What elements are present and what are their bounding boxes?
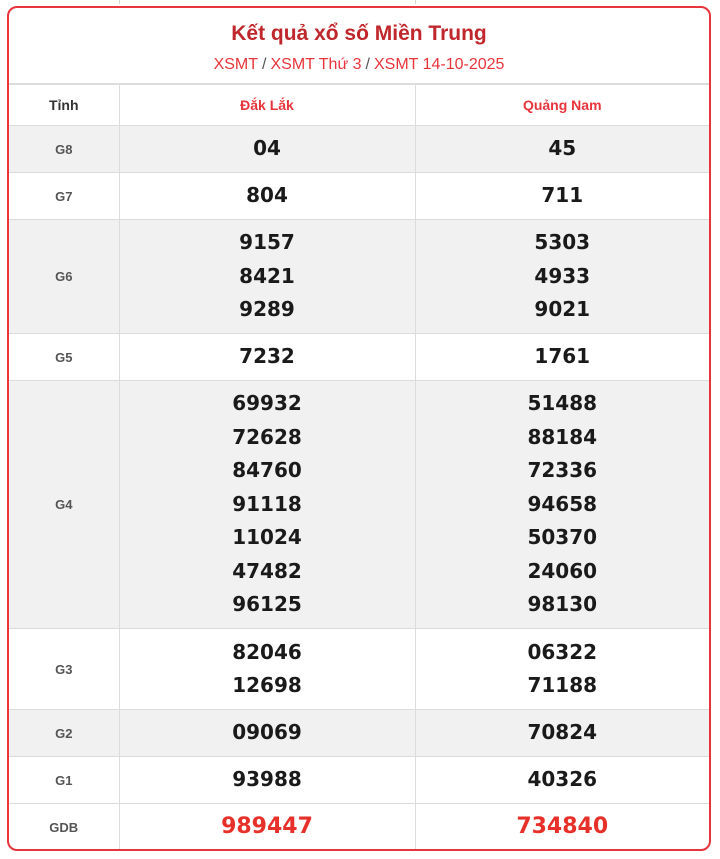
prize-number: 711 — [541, 183, 584, 208]
table-row — [9, 126, 709, 173]
prize-number: 8421 — [239, 263, 295, 288]
prize-numbers-cell — [415, 804, 709, 851]
prize-number: 9021 — [534, 297, 591, 322]
prize-numbers-cell — [415, 173, 709, 220]
prize-label: G1 — [9, 757, 119, 804]
prize-number: 04 — [253, 136, 281, 161]
province-link[interactable]: Đắk Lắk — [240, 97, 294, 113]
prize-number: 4933 — [534, 263, 591, 288]
prize-numbers-cell — [415, 757, 709, 804]
prize-number: 11024 — [232, 525, 302, 550]
prize-number: 82046 — [232, 639, 302, 664]
prize-numbers-cell — [119, 126, 415, 173]
page-title: Kết quả xổ số Miền Trung — [231, 22, 487, 45]
top-divider — [0, 0, 720, 4]
prize-numbers-cell — [119, 629, 415, 710]
prize-number: 09069 — [232, 720, 302, 745]
prize-number: 7232 — [239, 344, 295, 369]
special-prize-number: 734840 — [516, 814, 609, 840]
table-row — [9, 381, 709, 629]
province-link[interactable]: Quảng Nam — [522, 97, 602, 113]
table-row — [9, 173, 709, 220]
prize-number: 12698 — [232, 673, 302, 697]
prize-number: 47482 — [232, 558, 302, 583]
prize-number: 72336 — [527, 458, 598, 483]
prize-number: 40326 — [527, 767, 598, 792]
prize-number: 9289 — [239, 297, 295, 322]
prize-number: 91118 — [232, 491, 302, 516]
prize-numbers-cell — [415, 220, 709, 334]
prize-number: 96125 — [232, 592, 302, 617]
prize-numbers-cell — [119, 381, 415, 629]
table-row — [9, 710, 709, 757]
table-row — [9, 757, 709, 804]
breadcrumb-link-xsmt[interactable]: XSMT — [213, 56, 259, 73]
prize-numbers-cell — [119, 173, 415, 220]
breadcrumb-link-weekday[interactable]: XSMT Thứ 3 — [270, 56, 362, 73]
prize-label: G5 — [9, 334, 119, 381]
column-header-quang-nam[interactable] — [415, 85, 709, 126]
prize-number: 94658 — [527, 491, 598, 516]
prize-number: 804 — [246, 183, 288, 208]
prize-number: 06322 — [527, 639, 598, 664]
prize-label: G6 — [9, 220, 119, 334]
prize-numbers-cell — [415, 381, 709, 629]
prize-number: 93988 — [232, 767, 302, 792]
prize-numbers-cell — [415, 710, 709, 757]
prize-number: 71188 — [527, 673, 598, 697]
prize-numbers-cell — [119, 334, 415, 381]
breadcrumb-link-date[interactable]: XSMT 14-10-2025 — [373, 56, 505, 73]
prize-numbers-cell — [119, 804, 415, 851]
prize-number: 24060 — [527, 558, 598, 583]
prize-label: G2 — [9, 710, 119, 757]
prize-numbers-cell — [415, 126, 709, 173]
prize-numbers-cell — [415, 629, 709, 710]
prize-number: 9157 — [239, 230, 295, 255]
prize-numbers-cell — [119, 220, 415, 334]
prize-label: GDB — [9, 804, 119, 851]
results-table — [9, 84, 709, 850]
prize-label: G8 — [9, 126, 119, 173]
breadcrumb: XSMT / XSMT Thứ 3 / XSMT 14-10-2025 — [213, 56, 505, 73]
table-row — [9, 629, 709, 710]
prize-numbers-cell — [415, 334, 709, 381]
column-header-province: Tỉnh — [9, 85, 119, 126]
prize-number: 1761 — [534, 344, 591, 369]
table-header-row — [9, 85, 709, 126]
prize-numbers-cell — [119, 710, 415, 757]
results-card — [7, 6, 711, 851]
table-row — [9, 220, 709, 334]
prize-numbers-cell — [119, 757, 415, 804]
prize-number: 50370 — [527, 525, 598, 550]
prize-number: 5303 — [534, 230, 591, 255]
prize-label: G4 — [9, 381, 119, 629]
special-prize-number: 989447 — [221, 814, 313, 840]
prize-number: 98130 — [527, 592, 598, 617]
column-header-dak-lak[interactable] — [119, 85, 415, 126]
prize-label: G3 — [9, 629, 119, 710]
prize-number: 72628 — [232, 424, 302, 449]
prize-number: 84760 — [232, 458, 302, 483]
prize-number: 70824 — [527, 720, 598, 745]
table-row — [9, 334, 709, 381]
results-header — [9, 8, 709, 84]
prize-number: 88184 — [527, 424, 598, 449]
prize-number: 45 — [548, 136, 577, 161]
prize-number: 51488 — [527, 391, 598, 416]
prize-number: 69932 — [232, 391, 302, 416]
table-row — [9, 804, 709, 851]
prize-label: G7 — [9, 173, 119, 220]
